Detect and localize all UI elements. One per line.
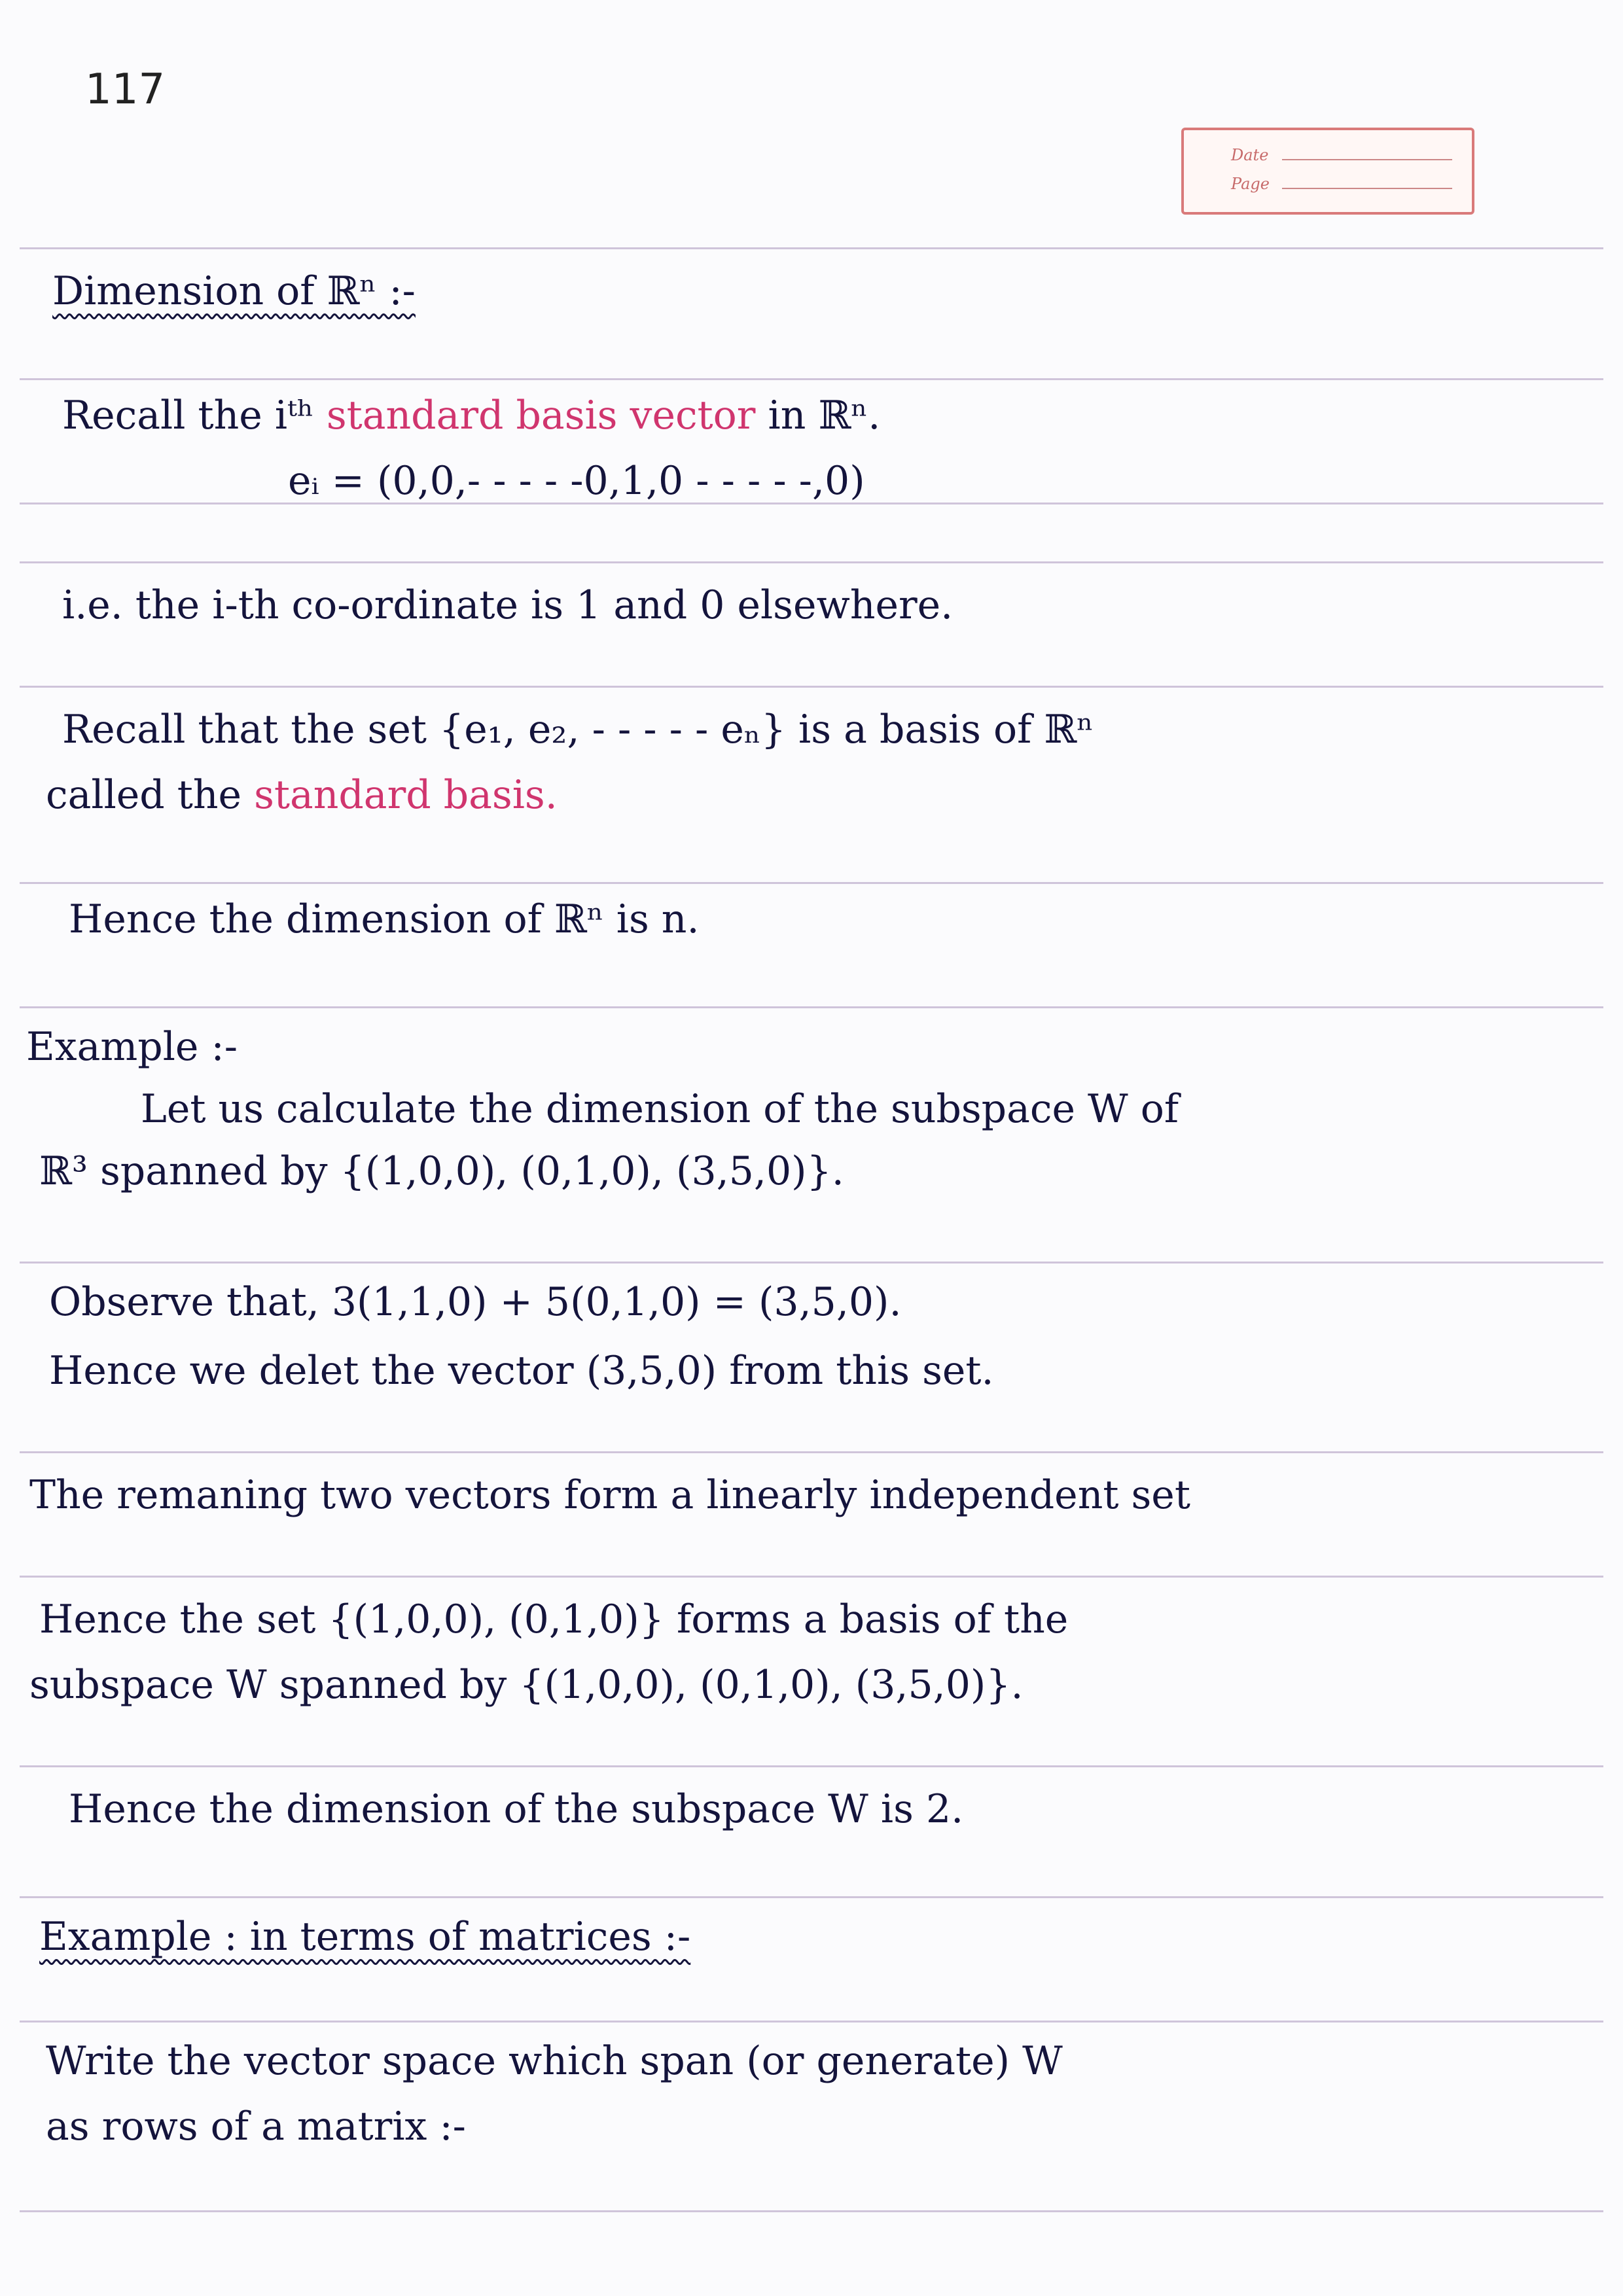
ruled-line bbox=[20, 1765, 1603, 1767]
highlight-term: standard basis. bbox=[254, 772, 558, 818]
text-line bbox=[46, 772, 558, 818]
formula-line: eᵢ = (0,0,- - - - -0,1,0 - - - - -,0) bbox=[288, 458, 865, 504]
text-line: Let us calculate the dimension of the subspace W of bbox=[141, 1086, 1179, 1132]
ruled-line bbox=[20, 247, 1603, 249]
ruled-line bbox=[20, 686, 1603, 688]
ruled-line bbox=[20, 2021, 1603, 2022]
text-line: Hence the set {(1,0,0), (0,1,0)} forms a basis of the bbox=[39, 1597, 1069, 1642]
highlight-term: standard basis vector bbox=[326, 393, 756, 438]
heading-example: Example :- bbox=[26, 1024, 238, 1070]
date-line bbox=[1282, 159, 1452, 160]
heading-dimension-of-rn: Dimension of ℝⁿ :- bbox=[52, 268, 416, 314]
date-page-box bbox=[1181, 128, 1474, 215]
ruled-line bbox=[20, 1451, 1603, 1453]
text-line: ℝ³ spanned by {(1,0,0), (0,1,0), (3,5,0)}. bbox=[39, 1148, 844, 1194]
text-segment: called the bbox=[46, 772, 255, 818]
ruled-line bbox=[20, 1896, 1603, 1898]
text-line: Hence the dimension of the subspace W is 2. bbox=[69, 1786, 964, 1832]
text-line: i.e. the i-th co-ordinate is 1 and 0 elsewhere. bbox=[62, 582, 954, 628]
page-number: 117 bbox=[85, 65, 166, 114]
ruled-line bbox=[20, 2210, 1603, 2212]
ruled-line bbox=[20, 1262, 1603, 1263]
text-segment: in ℝⁿ. bbox=[755, 393, 881, 438]
text-line: Hence we delet the vector (3,5,0) from this set. bbox=[49, 1348, 994, 1394]
heading-example-matrices: Example : in terms of matrices :- bbox=[39, 1914, 691, 1960]
ruled-line bbox=[20, 561, 1603, 563]
ruled-line bbox=[20, 882, 1603, 884]
page-line bbox=[1282, 188, 1452, 189]
ruled-line bbox=[20, 1006, 1603, 1008]
text-line: The remaning two vectors form a linearly independent set bbox=[29, 1472, 1190, 1518]
text-line bbox=[62, 393, 880, 438]
text-line: Observe that, 3(1,1,0) + 5(0,1,0) = (3,5,0). bbox=[49, 1279, 902, 1325]
page-label: Page bbox=[1231, 175, 1270, 193]
text-line: Write the vector space which span (or generate) W bbox=[46, 2038, 1063, 2084]
text-segment: Recall the iᵗʰ bbox=[62, 393, 327, 438]
text-line: Hence the dimension of ℝⁿ is n. bbox=[69, 896, 700, 942]
ruled-line bbox=[20, 378, 1603, 380]
ruled-line bbox=[20, 1576, 1603, 1578]
text-line: subspace W spanned by {(1,0,0), (0,1,0), (3,5,0)}. bbox=[29, 1662, 1024, 1708]
text-line: as rows of a matrix :- bbox=[46, 2104, 466, 2149]
date-label: Date bbox=[1231, 146, 1269, 164]
text-line: Recall that the set {e₁, e₂, - - - - - eₙ} is a basis of ℝⁿ bbox=[62, 707, 1094, 752]
